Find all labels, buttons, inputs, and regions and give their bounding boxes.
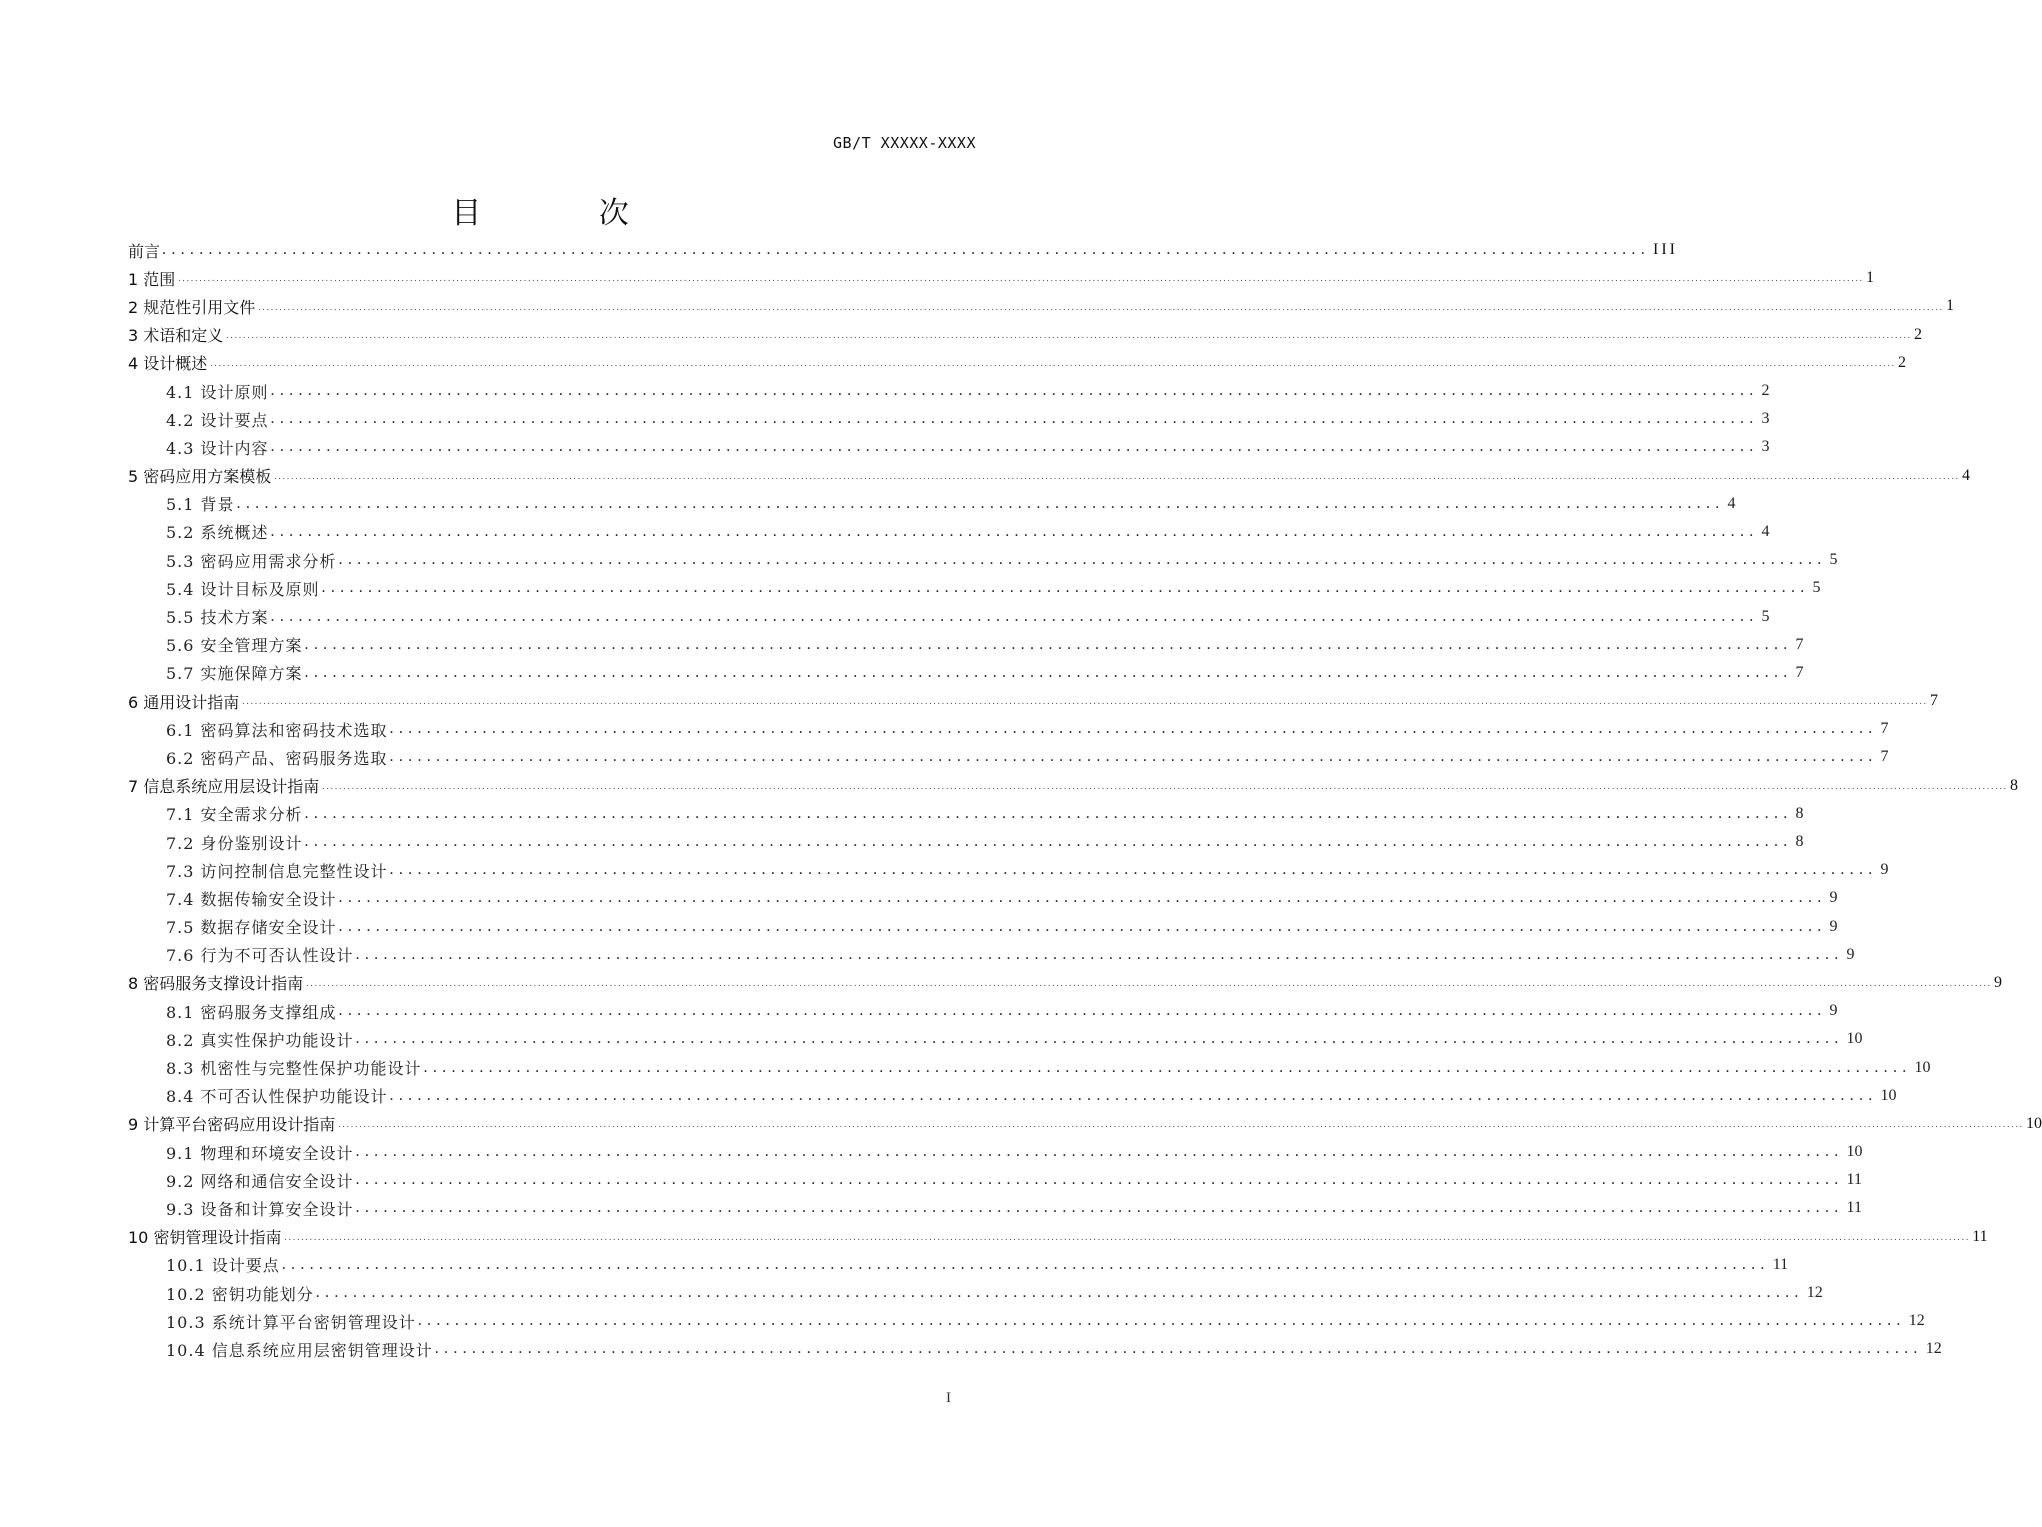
toc-entry[interactable] — [128, 292, 1955, 320]
toc-dot-leader: ................................................................................................................................................................................................................................................................................................................................................................................................................ — [321, 782, 2008, 791]
toc-dot-leader: ................................................................................................................................................................ — [338, 917, 1827, 935]
toc-entry-label: 7.6 行为不可否认性设计 — [166, 946, 354, 966]
toc-subentry[interactable] — [128, 828, 1804, 856]
toc-entry-page: 1 — [1866, 269, 1875, 287]
toc-entry-label: 8.4 不可否认性保护功能设计 — [166, 1087, 388, 1107]
toc-dot-leader: ................................................................................................................................................................................................................................................................................................................................................................................................................ — [241, 698, 1928, 707]
toc-entry-label: 10.3 系统计算平台密钥管理设计 — [166, 1312, 416, 1332]
toc-subentry[interactable] — [128, 1053, 1931, 1081]
toc-entry-page: 10 — [1914, 1058, 1931, 1076]
toc-dot-leader: ................................................................................................................................................................ — [389, 720, 1878, 738]
toc-entry-page: 5 — [1829, 551, 1838, 569]
toc-dot-leader: ................................................................................................................................................................ — [338, 1002, 1827, 1020]
toc-dot-leader: ................................................................................................................................................................ — [321, 579, 1810, 597]
toc-subentry[interactable] — [128, 941, 1855, 969]
toc-dot-leader: ................................................................................................................................................................ — [270, 607, 1759, 625]
page-number: I — [946, 1390, 951, 1406]
toc-dot-leader: ................................................................................................................................................................................................................................................................................................................................................................................................................ — [177, 275, 1864, 284]
toc-entry-label: 6.2 密码产品、密码服务选取 — [166, 748, 388, 768]
toc-subentry[interactable] — [128, 574, 1821, 602]
toc-entry-label: 10.1 设计要点 — [166, 1256, 280, 1276]
toc-dot-leader: ................................................................................................................................................................ — [355, 1143, 1844, 1161]
toc-entry[interactable] — [128, 236, 1678, 264]
toc-subentry[interactable] — [128, 997, 1838, 1025]
toc-subentry[interactable] — [128, 490, 1736, 518]
toc-entry-page: 9 — [1829, 917, 1838, 935]
toc-entry-page: 2 — [1898, 353, 1907, 371]
toc-dot-leader: ................................................................................................................................................................ — [355, 945, 1844, 963]
toc-entry-label: 6 通用设计指南 — [128, 692, 240, 712]
toc-entry-label: 5.3 密码应用需求分析 — [166, 551, 337, 571]
toc-entry-label: 5.4 设计目标及原则 — [166, 579, 320, 599]
toc-entry-label: 4.3 设计内容 — [166, 438, 269, 458]
toc-dot-leader: ................................................................................................................................................................ — [270, 522, 1759, 540]
toc-entry-label: 9.2 网络和通信安全设计 — [166, 1171, 354, 1191]
toc-dot-leader: ................................................................................................................................................................................................................................................................................................................................................................................................................ — [337, 1121, 2024, 1129]
toc-entry-label: 10 密钥管理设计指南 — [128, 1228, 282, 1248]
toc-entry-page: 9 — [1829, 889, 1838, 907]
toc-entry-page: 5 — [1812, 579, 1821, 597]
toc-entry-label: 7.5 数据存储安全设计 — [166, 918, 337, 938]
toc-subentry[interactable] — [128, 743, 1889, 771]
toc-dot-leader: ................................................................................................................................................................ — [338, 551, 1827, 569]
toc-entry-page: 4 — [1761, 522, 1770, 540]
toc-entry[interactable] — [128, 969, 2003, 997]
toc-entry-page: 10 — [1880, 1086, 1897, 1104]
toc-entry-label: 7 信息系统应用层设计指南 — [128, 777, 320, 797]
toc-dot-leader: ................................................................................................................................................................ — [434, 1340, 1923, 1358]
toc-entry-page: 11 — [1772, 1255, 1789, 1273]
toc-entry-label: 6.1 密码算法和密码技术选取 — [166, 720, 388, 740]
toc-entry-page: 2 — [1914, 325, 1923, 343]
toc-dot-leader: ................................................................................................................................................................ — [417, 1312, 1906, 1330]
toc-entry-label: 8.3 机密性与完整性保护功能设计 — [166, 1059, 422, 1079]
toc-dot-leader: ................................................................................................................................................................ — [304, 635, 1793, 653]
toc-dot-leader: ................................................................................................................................................................ — [338, 889, 1827, 907]
toc-dot-leader: ................................................................................................................................................................ — [270, 382, 1759, 400]
toc-subentry[interactable] — [128, 518, 1770, 546]
toc-subentry[interactable] — [128, 546, 1838, 574]
toc-entry-page: 11 — [1846, 1171, 1862, 1189]
toc-entry-label: 4.2 设计要点 — [166, 410, 269, 430]
toc-subentry[interactable] — [128, 800, 1804, 828]
toc-entry-page: 7 — [1795, 635, 1804, 653]
toc-entry-label: 1 范围 — [128, 269, 176, 289]
toc-dot-leader: ................................................................................................................................................................ — [389, 861, 1878, 879]
standard-code: GB/T XXXXX-XXXX — [833, 134, 976, 152]
toc-subentry[interactable] — [128, 433, 1770, 461]
toc-entry[interactable] — [128, 687, 1939, 715]
page-title: 目 次 — [451, 196, 683, 231]
toc-subentry[interactable] — [128, 1138, 1863, 1166]
toc-dot-leader: ................................................................................................................................................................ — [236, 494, 1725, 512]
toc-subentry[interactable] — [128, 913, 1838, 941]
toc-entry-page: 3 — [1761, 438, 1770, 456]
toc-entry-label: 4 设计概述 — [128, 354, 208, 374]
toc-entry-page: 4 — [1962, 466, 1971, 484]
toc-entry-page: 10 — [2026, 1114, 2042, 1132]
toc-entry-page: 12 — [1925, 1340, 1942, 1358]
toc-subentry[interactable] — [128, 1307, 1925, 1335]
toc-entry-page: 9 — [1846, 945, 1855, 963]
toc-entry[interactable] — [128, 349, 1907, 377]
toc-entry-label: 前言 — [128, 241, 161, 261]
toc-entry-label: 9.3 设备和计算安全设计 — [166, 1199, 354, 1219]
toc-entry-page: 12 — [1806, 1284, 1823, 1302]
toc-subentry[interactable] — [128, 1025, 1863, 1053]
toc-subentry[interactable] — [128, 1166, 1862, 1194]
toc-subentry[interactable] — [128, 1335, 1942, 1363]
toc-dot-leader: ................................................................................................................................................................................................................................................................................................................................................................................................................ — [225, 331, 1912, 340]
toc-entry[interactable] — [128, 1223, 1988, 1251]
toc-subentry[interactable] — [128, 1279, 1823, 1307]
toc-subentry[interactable] — [128, 884, 1838, 912]
toc-entry-label: 7.4 数据传输安全设计 — [166, 889, 337, 909]
toc-dot-leader: ................................................................................................................................................................ — [355, 1030, 1844, 1048]
toc-entry-page: 12 — [1908, 1312, 1925, 1330]
toc-entry-label: 4.1 设计原则 — [166, 382, 269, 402]
toc-entry-label: 5.2 系统概述 — [166, 523, 269, 543]
toc-subentry[interactable] — [128, 856, 1889, 884]
toc-entry-page: 4 — [1727, 494, 1736, 512]
toc-entry-page: 8 — [2010, 776, 2019, 794]
toc-dot-leader: ................................................................................................................................................................ — [355, 1199, 1844, 1217]
toc-dot-leader: ................................................................................................................................................................ — [304, 663, 1793, 681]
toc-entry-page: 1 — [1946, 297, 1955, 315]
toc-entry-label: 5.1 背景 — [166, 495, 235, 515]
toc-entry-page: 9 — [1829, 1002, 1838, 1020]
toc-entry-page: 7 — [1880, 720, 1889, 738]
toc-entry-label: 10.4 信息系统应用层密钥管理设计 — [166, 1340, 433, 1360]
toc-entry-page: 10 — [1846, 1030, 1863, 1048]
toc-entry-label: 7.3 访问控制信息完整性设计 — [166, 861, 388, 881]
toc-entry-page: 7 — [1795, 663, 1804, 681]
toc-entry-page: 8 — [1795, 833, 1804, 851]
toc-entry-page: 9 — [1994, 973, 2003, 991]
toc-entry-label: 9.1 物理和环境安全设计 — [166, 1143, 354, 1163]
toc-dot-leader: ................................................................................................................................................................ — [423, 1058, 1912, 1076]
toc-entry-page: 8 — [1795, 804, 1804, 822]
toc-entry-label: 7.2 身份鉴别设计 — [166, 833, 303, 853]
toc-subentry[interactable] — [128, 715, 1889, 743]
toc-entry-label: 8.2 真实性保护功能设计 — [166, 1030, 354, 1050]
toc-subentry[interactable] — [128, 602, 1770, 630]
toc-subentry[interactable] — [128, 1251, 1789, 1279]
toc-entry-page: 11 — [1972, 1227, 1988, 1245]
toc-entry-page: 3 — [1761, 410, 1770, 428]
toc-dot-leader: ................................................................................................................................................................................................................................................................................................................................................................................................................ — [273, 472, 1960, 481]
toc-dot-leader: ................................................................................................................................................................................................................................................................................................................................................................................................................ — [283, 1233, 1970, 1242]
toc-subentry[interactable] — [128, 659, 1804, 687]
toc-entry-page: 11 — [1846, 1199, 1862, 1217]
toc-entry-label: 7.1 安全需求分析 — [166, 805, 303, 825]
toc-entry-label: 8.1 密码服务支撑组成 — [166, 1002, 337, 1022]
toc-subentry[interactable] — [128, 405, 1770, 433]
toc-dot-leader: ................................................................................................................................................................ — [315, 1284, 1804, 1302]
toc-entry-page: 10 — [1846, 1143, 1863, 1161]
toc-subentry[interactable] — [128, 1082, 1897, 1110]
toc-entry[interactable] — [128, 264, 1875, 292]
toc-subentry[interactable] — [128, 1194, 1862, 1222]
toc-subentry[interactable] — [128, 377, 1770, 405]
toc-entry-label: 5 密码应用方案模板 — [128, 467, 272, 487]
toc-entry-label: 5.7 实施保障方案 — [166, 664, 303, 684]
toc-entry[interactable] — [128, 462, 1971, 490]
toc-entry-page: III — [1653, 241, 1678, 259]
toc-entry-label: 2 规范性引用文件 — [128, 297, 256, 317]
toc-dot-leader: ................................................................................................................................................................................................................................................................................................................................................................................................................ — [305, 980, 1992, 989]
table-of-contents — [128, 236, 2042, 1364]
toc-entry-label: 5.6 安全管理方案 — [166, 636, 303, 656]
toc-entry[interactable] — [128, 321, 1923, 349]
toc-entry-label: 8 密码服务支撑设计指南 — [128, 974, 304, 994]
toc-entry-label: 10.2 密钥功能划分 — [166, 1284, 314, 1304]
toc-entry-page: 5 — [1761, 607, 1770, 625]
toc-entry-label: 3 术语和定义 — [128, 326, 224, 346]
toc-dot-leader: ................................................................................................................................................................................................................................................................................................................................................................................................................ — [257, 303, 1944, 312]
toc-entry-page: 2 — [1761, 382, 1770, 400]
toc-entry-page: 9 — [1880, 861, 1889, 879]
toc-dot-leader: ................................................................................................................................................................ — [304, 804, 1793, 822]
toc-entry-label: 5.5 技术方案 — [166, 608, 269, 628]
toc-dot-leader: ................................................................................................................................................................ — [304, 833, 1793, 851]
toc-dot-leader: ................................................................................................................................................................ — [162, 241, 1651, 259]
toc-dot-leader: ................................................................................................................................................................ — [355, 1171, 1844, 1189]
toc-dot-leader: ................................................................................................................................................................ — [389, 748, 1878, 766]
toc-dot-leader: ................................................................................................................................................................................................................................................................................................................................................................................................................ — [209, 359, 1896, 368]
toc-entry-page: 7 — [1930, 692, 1939, 710]
toc-subentry[interactable] — [128, 631, 1804, 659]
toc-entry-page: 7 — [1880, 748, 1889, 766]
toc-dot-leader: ................................................................................................................................................................ — [270, 410, 1759, 428]
toc-dot-leader: ................................................................................................................................................................ — [281, 1255, 1770, 1273]
toc-entry[interactable] — [128, 772, 2019, 800]
toc-dot-leader: ................................................................................................................................................................ — [389, 1086, 1878, 1104]
toc-dot-leader: ................................................................................................................................................................ — [270, 438, 1759, 456]
toc-entry-label: 9 计算平台密码应用设计指南 — [128, 1115, 336, 1135]
toc-entry[interactable] — [128, 1110, 2042, 1138]
